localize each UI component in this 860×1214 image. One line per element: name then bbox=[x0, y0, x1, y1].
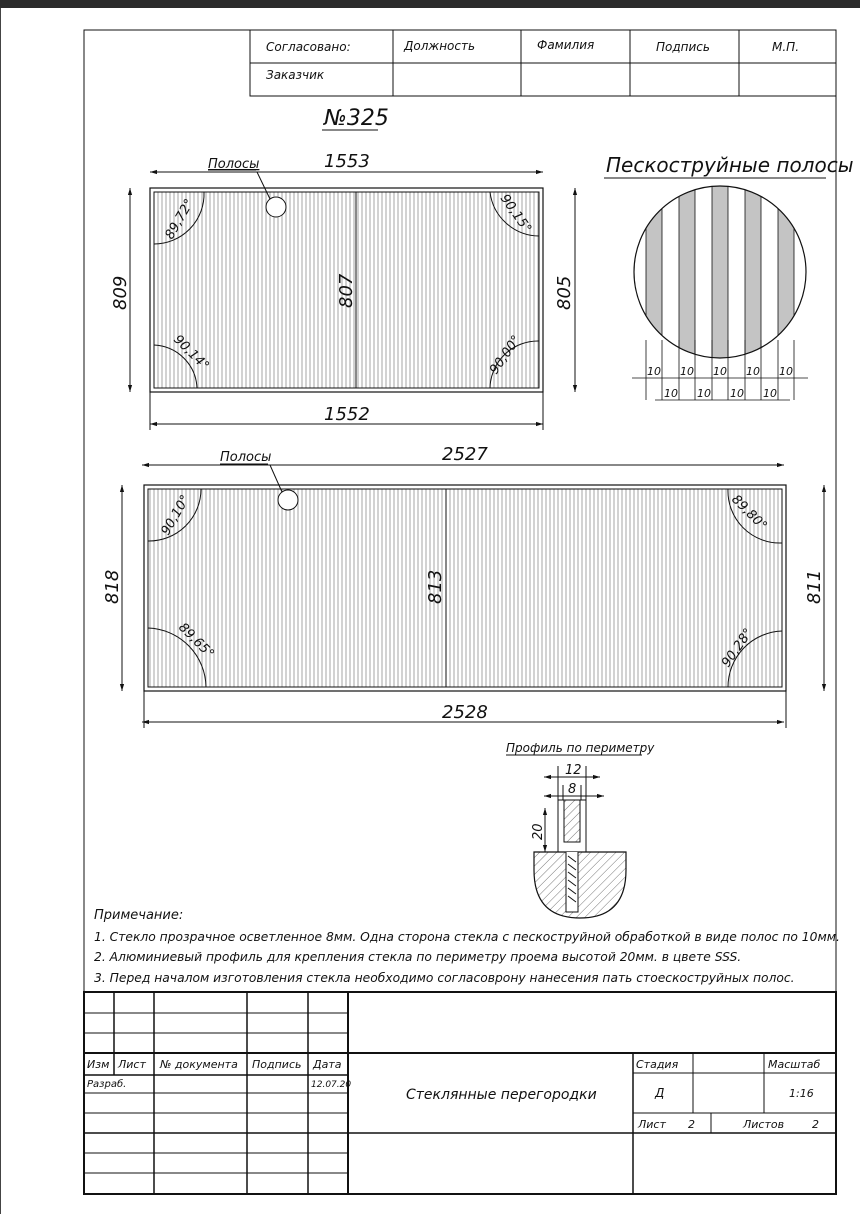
tb-col-sheet: Лист bbox=[118, 1058, 146, 1071]
tb-col-date: Дата bbox=[313, 1058, 342, 1071]
tb-scale-value: 1:16 bbox=[789, 1087, 814, 1100]
panel1-angle-bl: 90,14° bbox=[170, 332, 212, 374]
note-3: 3. Перед началом изготовления стекла необходимо согласоврону нанесения пать стоескоструйных полос. bbox=[94, 971, 795, 985]
sandblast-dim-top-3: 10 bbox=[713, 365, 727, 378]
panel1-top-dim: 1553 bbox=[324, 151, 370, 172]
panel1-angle-tr: 90,15° bbox=[496, 191, 535, 237]
sandblast-dim-bottom-1: 10 bbox=[664, 387, 678, 400]
tb-date: 12.07.20 bbox=[311, 1080, 352, 1090]
approval-stamp-label: М.П. bbox=[772, 40, 800, 54]
approval-agreed-label: Согласовано: bbox=[266, 40, 351, 54]
panel2-left-dim: 818 bbox=[102, 569, 123, 604]
panel2-right-dim: 811 bbox=[804, 569, 825, 604]
sandblast-dim-top-5: 10 bbox=[779, 365, 793, 378]
notes-heading: Примечание: bbox=[94, 908, 184, 923]
panel2-angle-tr: 89,80° bbox=[728, 492, 770, 534]
panel2-angle-bl: 89,65° bbox=[175, 620, 217, 662]
sandblast-dim-bottom-4: 10 bbox=[763, 387, 777, 400]
approval-signature-label: Подпись bbox=[656, 40, 710, 54]
panel2-top-dim: 2527 bbox=[442, 444, 488, 465]
panel1-left-dim: 809 bbox=[110, 275, 131, 310]
panel1-angle-br: 90,00° bbox=[486, 332, 525, 378]
approval-position-label: Должность bbox=[404, 39, 476, 53]
sandblast-dim-bottom-2: 10 bbox=[697, 387, 711, 400]
panel1-right-dim: 805 bbox=[554, 275, 575, 310]
note-2: 2. Алюминиевый профиль для крепления стекла по периметру проема высотой 20мм. в цвете SSS. bbox=[94, 950, 742, 964]
tb-sheet-label: Лист bbox=[638, 1118, 666, 1131]
panel2-angle-br: 90,28° bbox=[718, 625, 757, 671]
sandblast-dim-bottom-3: 10 bbox=[730, 387, 744, 400]
profile-height: 20 bbox=[531, 823, 546, 840]
panel1-stripes-label: Полосы bbox=[208, 157, 260, 172]
panel2-middle-dim: 813 bbox=[425, 569, 446, 604]
panel1-angle-tl: 89,72° bbox=[162, 196, 198, 242]
drawing-number: №325 bbox=[324, 106, 389, 131]
panel-2 bbox=[144, 465, 786, 691]
panel2-angle-tl: 90,10° bbox=[158, 492, 194, 538]
approval-surname-label: Фамилия bbox=[537, 38, 595, 52]
sandblast-title: Пескоструйные полосы bbox=[606, 153, 854, 177]
tb-sheets-total: 2 bbox=[812, 1118, 819, 1131]
tb-stage-value: Д bbox=[655, 1086, 665, 1100]
tb-developer: Разраб. bbox=[87, 1079, 127, 1090]
tb-scale-label: Масштаб bbox=[768, 1058, 821, 1071]
panel1-bottom-dim: 1552 bbox=[324, 404, 370, 425]
tb-col-change: Изм bbox=[87, 1058, 110, 1071]
panel1-middle-dim: 807 bbox=[336, 273, 357, 308]
profile-drawing bbox=[534, 766, 626, 918]
panel2-bottom-dim: 2528 bbox=[442, 702, 488, 723]
sandblast-circle-stripes bbox=[646, 180, 794, 370]
note-1: 1. Стекло прозрачное осветленное 8мм. Одна сторона стекла с пескоструйной обработкой в виде полос по 10мм. bbox=[94, 930, 840, 944]
approval-customer-label: Заказчик bbox=[266, 68, 325, 82]
profile-title: Профиль по периметру bbox=[506, 741, 655, 755]
profile-inner-width-value: 8 bbox=[568, 782, 577, 797]
sandblast-dim-top-1: 10 bbox=[647, 365, 661, 378]
tb-sheet-no: 2 bbox=[688, 1118, 695, 1131]
sandblast-dim-top-2: 10 bbox=[680, 365, 694, 378]
tb-sheets-label: Листов bbox=[743, 1118, 785, 1131]
tb-drawing-name: Стеклянные перегородки bbox=[406, 1087, 597, 1103]
profile-outer-width: 12 bbox=[565, 763, 582, 778]
sandblast-dim-top-4: 10 bbox=[746, 365, 760, 378]
panel2-stripes-label: Полосы bbox=[220, 450, 272, 465]
tb-stage-label: Стадия bbox=[636, 1058, 679, 1071]
tb-col-doc: № документа bbox=[160, 1058, 238, 1071]
tb-col-sign: Подпись bbox=[252, 1058, 302, 1071]
